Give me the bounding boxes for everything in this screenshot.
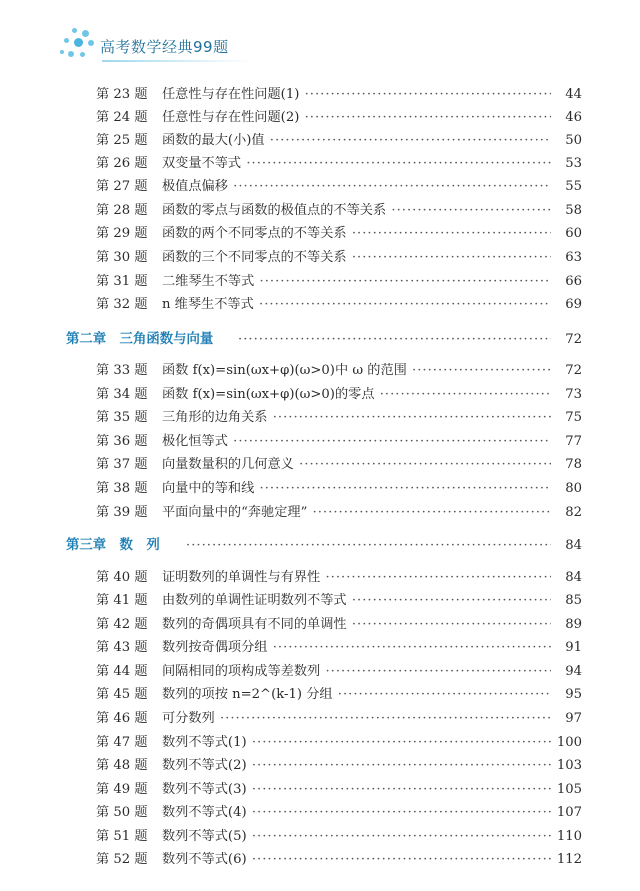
toc-entry-23[interactable] [0,84,640,106]
entry-title: 数列不等式(3) ····· [162,779,551,801]
entry-title: 数列按奇偶项分组 ····· [162,637,551,659]
entry-title: 函数的最大(小)值 ····· [162,130,551,152]
entry-title: 双变量不等式 ····· [162,153,551,175]
entry-title: 函数 f(x)=sin(ωx+φ)(ω>0)的零点 ····· [162,384,551,406]
entry-page: 95 [565,687,582,702]
entry-page: 85 [565,593,582,608]
entry-title: 函数 f(x)=sin(ωx+φ)(ω>0)中 ω 的范围 ····· [162,360,551,382]
decorative-dots-icon [58,26,102,66]
entry-page: 105 [556,782,582,797]
entry-title: 数列不等式(5) ····· [162,826,551,848]
entry-page: 58 [565,203,582,218]
entry-page: 66 [565,274,582,289]
entry-page: 91 [565,640,582,655]
entry-number: 第 30 题 [96,250,148,265]
toc-entry-33[interactable] [0,360,640,382]
entry-title: 函数的两个不同零点的不等关系 ····· [162,223,551,245]
entry-title: 数列不等式(1) ····· [162,732,551,754]
entry-page: 72 [565,363,582,378]
entry-title: 向量中的等和线 ····· [162,478,551,500]
entry-number: 第 50 题 [96,805,148,820]
entry-number: 第 51 题 [96,829,148,844]
entry-title: 平面向量中的“奔驰定理” ····· [162,502,551,524]
entry-number: 第 31 题 [96,274,148,289]
entry-page: 55 [565,179,582,194]
entry-title: 任意性与存在性问题(2) ····· [162,107,551,129]
entry-number: 第 24 题 [96,110,148,125]
toc-entry-42[interactable] [0,614,640,636]
entry-number: 第 37 题 [96,457,148,472]
entry-title: 数列不等式(4) ····· [162,802,551,824]
entry-number: 第 34 题 [96,387,148,402]
toc-entry-24[interactable] [0,107,640,129]
entry-number: 第 32 题 [96,297,148,312]
entry-page: 77 [565,434,582,449]
toc-entry-35[interactable] [0,407,640,429]
entry-page: 89 [565,617,582,632]
entry-page: 110 [556,829,582,844]
entry-number: 第 23 题 [96,87,148,102]
toc-entry-29[interactable] [0,223,640,245]
entry-number: 第 41 题 [96,593,148,608]
entry-number: 第 52 题 [96,852,148,867]
entry-number: 第 49 题 [96,782,148,797]
toc-entry-36[interactable] [0,431,640,453]
entry-title: 任意性与存在性问题(1) ····· [162,84,551,106]
chapter-heading-3[interactable] [0,535,640,557]
entry-title: 证明数列的单调性与有界性 ····· [162,567,551,589]
entry-title: 由数列的单调性证明数列不等式 ····· [162,590,551,612]
entry-title: 数列不等式(6) ····· [162,849,551,871]
chapter-page: 84 [565,538,582,553]
entry-page: 94 [565,664,582,679]
chapter-page: 72 [565,332,582,347]
entry-page: 46 [565,110,582,125]
entry-page: 107 [556,805,582,820]
entry-page: 82 [565,505,582,520]
entry-number: 第 26 题 [96,156,148,171]
entry-title: 向量数量积的几何意义 ····· [162,454,551,476]
toc-entry-40[interactable] [0,567,640,589]
entry-number: 第 43 题 [96,640,148,655]
entry-number: 第 47 题 [96,735,148,750]
entry-page: 53 [565,156,582,171]
entry-title: 数列不等式(2) ····· [162,755,551,777]
entry-page: 103 [556,758,582,773]
entry-page: 84 [565,570,582,585]
toc-entry-27[interactable] [0,176,640,198]
entry-number: 第 38 题 [96,481,148,496]
entry-page: 80 [565,481,582,496]
entry-title: 极化恒等式 ····· [162,431,551,453]
entry-number: 第 44 题 [96,664,148,679]
entry-title: 二维琴生不等式 ····· [162,271,551,293]
running-header [58,26,318,66]
entry-page: 69 [565,297,582,312]
entry-number: 第 42 题 [96,617,148,632]
toc-entry-49[interactable] [0,779,640,801]
toc-entry-48[interactable] [0,755,640,777]
toc-entry-52[interactable] [0,849,640,871]
toc-entry-38[interactable] [0,478,640,500]
toc-entry-28[interactable] [0,200,640,222]
toc-entry-51[interactable] [0,826,640,848]
entry-page: 73 [565,387,582,402]
entry-number: 第 46 题 [96,711,148,726]
entry-number: 第 28 题 [96,203,148,218]
entry-number: 第 48 题 [96,758,148,773]
entry-page: 100 [556,735,582,750]
entry-title: n 维琴生不等式 ····· [162,294,551,316]
chapter-heading-2[interactable] [0,329,640,351]
book-title: 高考数学经典99题 [100,38,229,56]
chapter-leader [186,535,551,557]
entry-page: 78 [565,457,582,472]
toc-entry-25[interactable] [0,130,640,152]
toc-entry-47[interactable] [0,732,640,754]
header-rule [102,60,252,62]
entry-page: 60 [565,226,582,241]
chapter-leader [238,329,551,351]
entry-title: 函数的三个不同零点的不等关系 ····· [162,247,551,269]
toc-entry-26[interactable] [0,153,640,175]
entry-number: 第 36 题 [96,434,148,449]
entry-number: 第 40 题 [96,570,148,585]
chapter-label: 第三章 数 列 [66,538,160,553]
entry-title: 函数的零点与函数的极值点的不等关系 ····· [162,200,551,222]
entry-page: 63 [565,250,582,265]
chapter-label: 第二章 三角函数与向量 [66,332,214,347]
entry-number: 第 25 题 [96,133,148,148]
entry-number: 第 45 题 [96,687,148,702]
toc-entry-30[interactable] [0,247,640,269]
entry-title: 可分数列 ····· [162,708,551,730]
toc-entry-45[interactable] [0,684,640,706]
entry-title: 间隔相同的项构成等差数列 ····· [162,661,551,683]
entry-number: 第 29 题 [96,226,148,241]
toc-entry-37[interactable] [0,454,640,476]
entry-page: 44 [565,87,582,102]
toc-entry-41[interactable] [0,590,640,612]
entry-page: 112 [556,852,582,867]
entry-title: 数列的奇偶项具有不同的单调性 ····· [162,614,551,636]
entry-number: 第 35 题 [96,410,148,425]
toc-entry-31[interactable] [0,271,640,293]
entry-title: 极值点偏移 ····· [162,176,551,198]
toc-entry-39[interactable] [0,502,640,524]
toc-entry-32[interactable] [0,294,640,316]
entry-page: 75 [565,410,582,425]
entry-number: 第 39 题 [96,505,148,520]
entry-title: 数列的项按 n=2^(k-1) 分组 ····· [162,684,551,706]
toc-entry-43[interactable] [0,637,640,659]
toc-entry-34[interactable] [0,384,640,406]
entry-page: 50 [565,133,582,148]
entry-page: 97 [565,711,582,726]
entry-number: 第 33 题 [96,363,148,378]
toc-entry-44[interactable] [0,661,640,683]
toc-entry-46[interactable] [0,708,640,730]
entry-title: 三角形的边角关系 ····· [162,407,551,429]
entry-number: 第 27 题 [96,179,148,194]
toc-entry-50[interactable] [0,802,640,824]
